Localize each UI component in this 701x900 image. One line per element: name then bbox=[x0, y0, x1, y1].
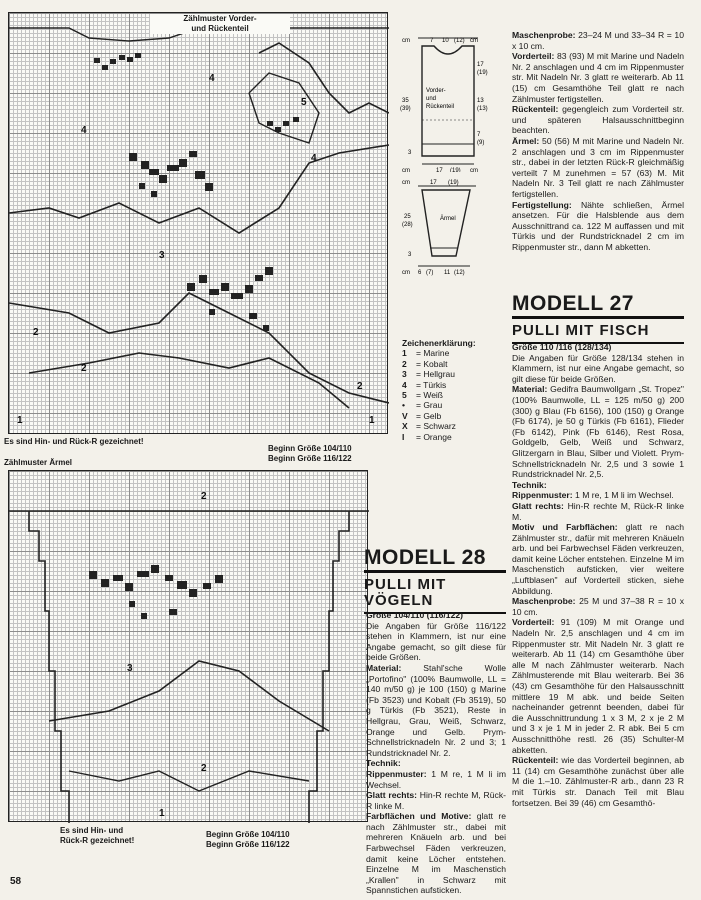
text-paragraph bbox=[366, 811, 506, 896]
sleeve-color-num-3: 3 bbox=[127, 663, 133, 674]
legend-label: = Kobalt bbox=[416, 358, 448, 369]
color-num-5: 5 bbox=[301, 97, 307, 108]
model28-block bbox=[364, 546, 506, 614]
model28-subtitle-1: PULLI MIT bbox=[364, 576, 447, 593]
color-num-2b: 2 bbox=[81, 363, 87, 374]
schem2-left-2: (28) bbox=[402, 222, 413, 228]
paragraph-heading: Rippenmuster: bbox=[512, 490, 573, 501]
text-paragraph bbox=[366, 790, 506, 811]
paragraph-body: Hin-R rechte M, Rück-R linke M. bbox=[366, 790, 506, 811]
schem2-left-1: 25 bbox=[404, 214, 411, 220]
legend-label: = Gelb bbox=[416, 410, 442, 421]
schem1-left-1: 35 bbox=[402, 98, 409, 104]
paragraph-body: Die Angaben für Größe 116/122 stehen in Klammern, ist nur eine Angabe gemacht, so gilt diese für beide Größen. bbox=[366, 620, 506, 663]
legend-symbol: 2 bbox=[402, 358, 407, 369]
knitting-chart-sleeve bbox=[8, 470, 368, 822]
paragraph-heading: Material: bbox=[366, 662, 402, 673]
paragraph-heading: Maschenprobe: bbox=[512, 30, 576, 40]
sleeve-color-num-1: 1 bbox=[159, 808, 165, 819]
color-num-3: 3 bbox=[159, 250, 165, 261]
schem1-center-1: Vorder- bbox=[426, 88, 446, 94]
text-paragraph bbox=[512, 353, 684, 385]
schem1-top-2: 10 bbox=[442, 38, 449, 44]
legend-item bbox=[402, 348, 502, 358]
model28-heading: MODELL 28 bbox=[364, 546, 486, 569]
schem2-bottom-2: (7) bbox=[426, 270, 434, 276]
schem1-center-2: und bbox=[426, 96, 437, 102]
sleeve-bird-motif bbox=[89, 565, 223, 619]
paragraph-body: Stahl'sche Wolle „Portofino" (100% Baumwolle, LL = 140 m/50 g) je 100 (150) g Marine (Fb 3523) und Kobalt (Fb 3519), 50 g Türkis (Fb 3521), Reste in Hellgrau, Grau, Weiß, Schwarz, Orange und Gelb. Prym-Schnellstricknadeln Nr. 2 und 3; 1 Rundstricknadel Nr. 2. bbox=[366, 662, 506, 758]
schem1-center-3: Rückenteil bbox=[426, 104, 455, 110]
chart2-begin-2: Beginn Größe 116/122 bbox=[206, 840, 290, 849]
text-paragraph bbox=[512, 617, 684, 755]
legend-label: = Orange bbox=[416, 431, 452, 442]
text-paragraph bbox=[512, 200, 684, 253]
schem1-bottom-2: (19) bbox=[450, 168, 461, 172]
paragraph-body: 91 (109) M mit Orange und Nadeln Nr. 2,5 anschlagen und 4 cm im Rippenmuster str. Mit Nadeln Nr. 3 glatt re weiterarb. Ab 11 (14) cm Gesamthöhe über alle M nach Zählmuster weiterarb. Nach Zählmusterende mit Blau weiterarb. Bei 36 (43) cm Gesamthöhe für den Halsausschnitt mittlere 19 M abk. und beide Seiten nacheinander getrennt beenden, dabei für die Ausschnittrundung 1 x 3 M, 2 x je 2 M und 3 x je 1 M in jeder 2. R abk. Bei 5 cm Ausschnitthöhe restl. 26 (35) Schulter-M abketten. bbox=[512, 617, 684, 755]
model27-text bbox=[512, 342, 684, 808]
paragraph-body: 23–24 M und 33–34 R = 10 x 10 cm. bbox=[512, 30, 684, 51]
paragraph-body: wie das Vorderteil beginnen, ab 11 (14) cm Gesamthöhe zunächst über alle M die 1.–10. Zählmuster-R arb., dann 23 R mit Türkis str. Danach Teil mit Blau fortsetzen. Bei 39 (46) cm Gesamthö- bbox=[512, 755, 684, 808]
text-paragraph bbox=[366, 610, 506, 621]
chart2-title: Zählmuster Ärmel bbox=[4, 458, 73, 467]
color-num-4b: 4 bbox=[81, 125, 87, 136]
paragraph-heading: Technik: bbox=[512, 479, 547, 490]
legend-symbol: 5 bbox=[402, 390, 407, 401]
legend-item bbox=[402, 369, 502, 379]
color-num-1b: 1 bbox=[369, 415, 375, 426]
chart1-begin-1: Beginn Größe 104/110 bbox=[268, 444, 352, 453]
model27-block bbox=[512, 292, 684, 344]
schem1-right-5: 7 bbox=[477, 132, 481, 138]
schem1-top-1: 7 bbox=[430, 38, 434, 44]
paragraph-heading: Maschenprobe: bbox=[512, 596, 576, 607]
legend-symbol: V bbox=[402, 410, 408, 421]
legend-item bbox=[402, 359, 502, 369]
paragraph-heading: Motiv und Farbflächen: bbox=[512, 522, 618, 533]
paragraph-heading: Größe 104/110 (116/122) bbox=[366, 610, 463, 620]
schem1-left-small: 3 bbox=[408, 150, 412, 156]
bird-motif-upper bbox=[129, 151, 213, 197]
schem2-top-2: (19) bbox=[448, 180, 459, 186]
chart2-note bbox=[60, 826, 134, 846]
legend-item bbox=[402, 421, 502, 431]
text-paragraph bbox=[512, 755, 684, 808]
paragraph-body: 1 M re, 1 M li im Wechsel. bbox=[572, 490, 674, 501]
chart1-begin-2: Beginn Größe 116/122 bbox=[268, 454, 352, 463]
text-paragraph bbox=[512, 480, 684, 491]
legend-title: Zeichenerklärung: bbox=[402, 338, 476, 348]
text-paragraph bbox=[512, 30, 684, 51]
knitting-chart-body bbox=[8, 12, 388, 434]
schem2-bottom-4: (12) bbox=[454, 270, 465, 276]
schem2-left-small: 3 bbox=[408, 252, 412, 258]
text-paragraph bbox=[366, 663, 506, 758]
paragraph-heading: Rückenteil: bbox=[512, 755, 559, 766]
paragraph-body: glatt re nach Zählmuster str., dafür mit mehreren Knäueln arb. und bei Farbwechsel Fäden verkreuzen, damit keine Löcher entstehen. Einzelne M im Maschenstich aufsticken, vier weitere „Luftblasen" auf Vorderteil sticken, siehe Abbildung. bbox=[512, 522, 685, 596]
chart2-note-line2: Rück-R gezeichnet! bbox=[60, 836, 135, 845]
legend-item bbox=[402, 400, 502, 410]
schem2-top-1: 17 bbox=[430, 180, 437, 186]
paragraph-body: gegengleich zum Vorderteil str. und späteren Halsausschnittbeginn beachten. bbox=[512, 104, 684, 136]
legend-label: = Hellgrau bbox=[416, 369, 455, 380]
color-num-4a: 4 bbox=[209, 73, 215, 84]
model27-heading: MODELL 27 bbox=[512, 292, 634, 315]
paragraph-heading: Technik: bbox=[366, 758, 401, 769]
model27-subtitle: PULLI MIT FISCH bbox=[512, 322, 650, 339]
legend-item bbox=[402, 380, 502, 390]
chart-body-color-areas bbox=[9, 13, 389, 435]
chart-sleeve-color-areas bbox=[9, 471, 369, 823]
schem2-cm-top: cm bbox=[402, 180, 410, 186]
paragraph-body: 50 (56) M mit Marine und Nadeln Nr. 2 anschlagen und 3 cm im Rippenmuster str., dabei in der letzten Rück-R gleichmäßig verteilt 7 M zunehmen = 57 (63) M. Mit Nadeln Nr. 3 Teil glatt re nach Zählmuster fertigstellen. bbox=[512, 135, 684, 199]
paragraph-heading: Glatt rechts: bbox=[512, 500, 564, 511]
schem2-bottom-1: 6 bbox=[418, 270, 422, 276]
legend-label: = Türkis bbox=[416, 379, 447, 390]
small-bird-top bbox=[94, 53, 141, 70]
paragraph-body: 83 (93) M mit Marine und Nadeln Nr. 2 anschlagen und 4 cm im Rippenmuster str. Mit Nadeln Nr. 3 glatt re weiterarb. Ab 11 (15) cm Gesamthöhe Teil glatt re nach Zählmuster fertigstellen. bbox=[512, 51, 684, 104]
paragraph-heading: Vorderteil: bbox=[512, 617, 555, 628]
text-paragraph bbox=[512, 136, 684, 200]
paragraph-body: Gedifra Baumwollgarn „St. Tropez" (100% Baumwolle, LL = 125 m/50 g) 200 (300) g Blau (Fb 6156), 100 (150) g Orange (Fb 6174), je 50 g Türkis (Fb 6161), Flieder (Fb 6142), Pink (Fb 6146), Rest Rosa, Goldgelb, Gelb, Weiß und Schwarz, Glitzergarn in Blau, Silber und Violett. Prym-Schnellstricknadeln Nr. 2,5 und 3 sowie 1 Rundstricknadel Nr. 2,5. bbox=[512, 384, 684, 480]
text-paragraph bbox=[512, 522, 684, 596]
model28-text bbox=[366, 610, 506, 896]
color-num-1a: 1 bbox=[17, 415, 23, 426]
legend-items bbox=[402, 348, 502, 442]
legend-label: = Weiß bbox=[416, 390, 444, 401]
model28-subtitle-2: VÖGELN bbox=[364, 592, 434, 609]
schem1-left-2: (39) bbox=[400, 106, 411, 112]
schem1-right-3: 13 bbox=[477, 98, 484, 104]
legend-symbol: 1 bbox=[402, 348, 407, 359]
paragraph-heading: Farbflächen und Motive: bbox=[366, 811, 472, 822]
legend-symbol: 3 bbox=[402, 369, 407, 380]
paragraph-heading: Ärmel: bbox=[512, 135, 540, 146]
chart1-title-line1: Zählmuster Vorder- bbox=[183, 14, 257, 23]
schem2-center: Ärmel bbox=[440, 216, 456, 222]
paragraph-heading: Rippenmuster: bbox=[366, 768, 427, 779]
color-num-2a: 2 bbox=[33, 327, 39, 338]
paragraph-body: Die Angaben für Größe 128/134 stehen in Klammern, ist nur eine Angabe gemacht, so gilt diese für beide Größen. bbox=[512, 352, 684, 384]
text-paragraph bbox=[512, 104, 684, 136]
color-num-4c: 4 bbox=[311, 153, 317, 164]
legend-symbol: 4 bbox=[402, 379, 407, 390]
legend-label: = Schwarz bbox=[416, 421, 456, 432]
text-paragraph bbox=[512, 51, 684, 104]
model28-rule bbox=[364, 570, 506, 573]
legend bbox=[402, 338, 502, 442]
paragraph-heading: Größe 110 /116 (128/134) bbox=[512, 342, 612, 352]
schem2-cm-bottom: cm bbox=[402, 270, 410, 276]
paragraph-heading: Glatt rechts: bbox=[366, 790, 418, 801]
paragraph-body: 1 M re, 1 M li im Wechsel. bbox=[366, 768, 506, 790]
schematic-body bbox=[400, 32, 492, 172]
paragraph-heading: Rückenteil: bbox=[512, 104, 559, 115]
legend-item bbox=[402, 390, 502, 400]
schem1-right-1: 17 bbox=[477, 62, 484, 68]
legend-symbol: I bbox=[402, 431, 405, 442]
legend-item bbox=[402, 411, 502, 421]
paragraph-body: Hin-R rechte M, Rück-R linke M. bbox=[512, 500, 684, 522]
chart1-title-line2: und Rückenteil bbox=[191, 24, 249, 33]
sleeve-color-num-2a: 2 bbox=[201, 491, 207, 502]
chart1-note: Es sind Hin- und Rück-R gezeichnet! bbox=[4, 437, 144, 446]
schem1-cm-top: cm bbox=[402, 38, 410, 44]
right-top-text bbox=[512, 30, 684, 252]
chart2-begin-1: Beginn Größe 104/110 bbox=[206, 830, 290, 839]
paragraph-heading: Fertigstellung: bbox=[512, 199, 572, 210]
schem1-top-4: cm bbox=[470, 38, 478, 44]
text-paragraph bbox=[366, 758, 506, 769]
paragraph-heading: Material: bbox=[512, 384, 548, 395]
schem1-bottom-1: 17 bbox=[436, 168, 443, 172]
text-paragraph bbox=[366, 769, 506, 790]
model27-rule bbox=[512, 316, 684, 319]
chart2-note-line1: Es sind Hin- und bbox=[60, 826, 124, 835]
sleeve-color-num-2b: 2 bbox=[201, 763, 207, 774]
schem1-right-4: (13) bbox=[477, 106, 488, 112]
page-number: 58 bbox=[10, 876, 22, 887]
chart1-title bbox=[150, 14, 290, 34]
schem2-bottom-3: 11 bbox=[444, 270, 451, 276]
schematic-sleeve bbox=[400, 176, 492, 276]
text-paragraph bbox=[512, 384, 684, 479]
legend-label: = Grau bbox=[416, 400, 443, 411]
legend-item bbox=[402, 432, 502, 442]
legend-label: = Marine bbox=[416, 348, 450, 359]
schem1-right-2: (19) bbox=[477, 70, 488, 76]
text-paragraph bbox=[512, 596, 684, 617]
schem1-bottom-3: cm bbox=[470, 168, 478, 172]
legend-symbol: • bbox=[402, 400, 405, 411]
paragraph-heading: Vorderteil: bbox=[512, 51, 555, 62]
text-paragraph bbox=[512, 490, 684, 501]
paragraph-body: Nähte schließen, Ärmel ansetzen. Für die Halsblende aus dem Ausschnittrand ca. 122 M auffassen und mit Türkis und der Rundstricknadel 2 cm im Rippenmuster str., dann M abketten. bbox=[512, 199, 684, 252]
schem1-top-3: (12) bbox=[454, 38, 465, 44]
schem1-cm-bottom: cm bbox=[402, 168, 410, 172]
paragraph-body: glatt re nach Zählmuster str., dabei mit mehreren Knäueln arb. und bei Farbwechsel Fäden verkreuzen, damit keine Löcher entstehen. Einzelne M im Maschenstich „Krallen" in Schwarz mit Spannstichen aufsticken. bbox=[366, 811, 506, 896]
text-paragraph bbox=[366, 621, 506, 663]
schem1-right-6: (9) bbox=[477, 140, 485, 146]
text-paragraph bbox=[512, 342, 684, 353]
paragraph-body: 25 M und 37–38 R = 10 x 10 cm. bbox=[512, 596, 684, 617]
color-num-2c: 2 bbox=[357, 381, 363, 392]
text-paragraph bbox=[512, 501, 684, 522]
legend-symbol: X bbox=[402, 421, 408, 432]
